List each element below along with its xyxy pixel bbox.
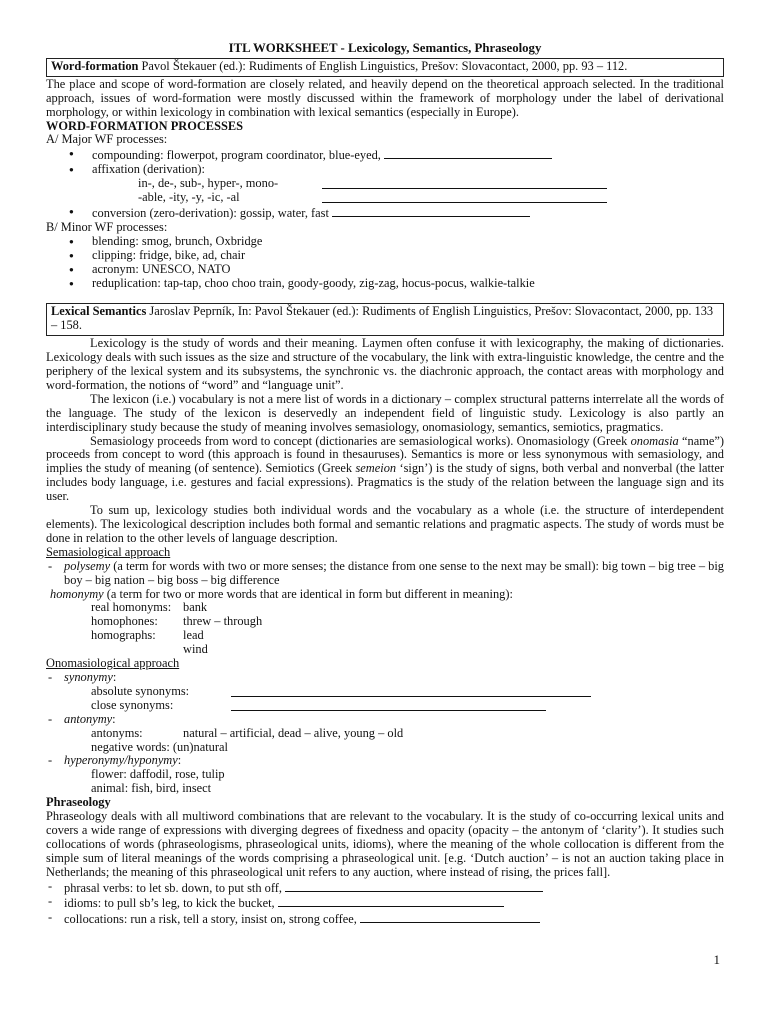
phraseology-item bbox=[46, 880, 724, 896]
phraseology-heading: Phraseology bbox=[46, 795, 111, 810]
conversion-text: conversion (zero-derivation): gossip, water, fast bbox=[92, 205, 329, 220]
list-item bbox=[46, 163, 724, 177]
answer-blank[interactable] bbox=[231, 685, 591, 697]
lexical-semantics-reference-box bbox=[46, 303, 724, 336]
list-item bbox=[46, 205, 724, 221]
homonym-row bbox=[46, 601, 724, 615]
answer-blank[interactable] bbox=[322, 191, 607, 203]
word-formation-heading: WORD-FORMATION PROCESSES bbox=[46, 118, 244, 133]
semasiology-paragraph bbox=[46, 435, 724, 505]
colon: : bbox=[112, 711, 116, 726]
text-segment: ‘sign’) is the study of signs, both verbal and nonverbal (the latter includes body language, i.e. gestures and facial expressions). Pragmatics is the study of the relation between the language sign and its user. bbox=[46, 461, 724, 504]
term-antonymy: antonymy bbox=[64, 711, 113, 726]
box-citation: Pavol Štekauer (ed.): Rudiments of English Linguistics, Prešov: Slovacontact, 2000, pp. 93 – 112. bbox=[138, 58, 628, 73]
word-formation-reference-box bbox=[46, 58, 724, 77]
animal-row: animal: fish, bird, insect bbox=[91, 781, 212, 796]
page-title: ITL WORKSHEET - Lexicology, Semantics, Phraseology bbox=[228, 41, 542, 55]
homonymy-item bbox=[46, 588, 724, 602]
page-number: 1 bbox=[713, 952, 720, 967]
worksheet-page bbox=[46, 42, 724, 927]
list-item: ● acronym: UNESCO, NATO bbox=[46, 263, 724, 277]
hyperonymy-item bbox=[46, 754, 724, 768]
collocations-text: collocations: run a risk, tell a story, insist on, strong coffee, bbox=[64, 912, 357, 927]
summary-paragraph: To sum up, lexicology studies both individual words and the vocabulary as a whole (i.e. the structure of interdependent elements). The lexicological description includes both formal and semantic relations and pragmatic aspects. The study of words must be done in relation to the other levels of language description. bbox=[46, 503, 724, 545]
lexicology-paragraph: Lexicology is the study of words and their meaning. Laymen often confuse it with lexicography, the making of dictionaries. Lexicology deals with such issues as the size and structure of the vocabulary, the link with extra-linguistic knowledge, the centre and the periphery of the lexical system and its subsystems, the synchronic vs. the diachronic approach, the contact areas with morphology and word-formation, the notions of “word” and “language unit”. bbox=[46, 336, 724, 392]
homonym-label bbox=[91, 643, 183, 657]
text-segment: Semasiology proceeds from word to concept (dictionaries are semasiological works). Onomasiology (Greek bbox=[90, 433, 631, 448]
box-citation: Jaroslav Peprník, In: Pavol Štekauer (ed.): Rudiments of English Linguistics, Prešov: Slovacontact, 2000, pp. 133 – 158. bbox=[51, 304, 714, 333]
answer-blank[interactable] bbox=[332, 205, 530, 217]
antonyms-label: antonyms: bbox=[91, 725, 143, 740]
term-semeion: semeion bbox=[355, 461, 397, 476]
affixation-text: affixation (derivation): bbox=[92, 162, 205, 177]
list-item: ● reduplication: tap-tap, choo choo train, goody-goody, zig-zag, hocus-pocus, walkie-talkie bbox=[46, 277, 724, 291]
homonym-label: real homonyms: bbox=[91, 600, 172, 615]
semasiological-heading: Semasiological approach bbox=[46, 544, 171, 559]
homonym-label: homophones: bbox=[91, 614, 158, 629]
absolute-synonyms-row bbox=[46, 685, 724, 699]
spacer bbox=[46, 290, 724, 303]
suffixes-text: -able, -ity, -y, -ic, -al bbox=[138, 190, 240, 205]
term-homonymy: homonymy bbox=[50, 586, 104, 601]
answer-blank[interactable] bbox=[278, 895, 504, 907]
homonym-example: bank bbox=[183, 600, 208, 615]
antonymy-item bbox=[46, 713, 724, 727]
negative-words-row: negative words: (un)natural bbox=[91, 739, 228, 754]
suffixes-row bbox=[46, 191, 724, 205]
term-onomasia: onomasia bbox=[630, 433, 679, 448]
phraseology-item bbox=[46, 895, 724, 911]
idioms-text: idioms: to pull sb’s leg, to kick the bucket, bbox=[64, 896, 275, 911]
term-synonymy: synonymy bbox=[64, 669, 113, 684]
antonyms-row bbox=[46, 727, 724, 741]
list-item: ● clipping: fridge, bike, ad, chair bbox=[46, 249, 724, 263]
flower-row: flower: daffodil, rose, tulip bbox=[91, 767, 225, 782]
term-hyperonymy: hyperonymy/hyponymy bbox=[64, 753, 178, 768]
compounding-text: compounding: flowerpot, program coordinator, blue-eyed, bbox=[92, 148, 381, 163]
homonym-label: homographs: bbox=[91, 628, 156, 643]
close-synonyms-row bbox=[46, 699, 724, 713]
answer-blank[interactable] bbox=[322, 177, 607, 189]
answer-blank[interactable] bbox=[360, 911, 540, 923]
box-lead: Word-formation bbox=[51, 58, 139, 73]
phraseology-item bbox=[46, 911, 724, 927]
prefixes-text: in-, de-, sub-, hyper-, mono- bbox=[138, 176, 279, 191]
box-lead: Lexical Semantics bbox=[51, 304, 147, 319]
homonym-row bbox=[46, 615, 724, 629]
phraseology-paragraph: Phraseology deals with all multiword combinations that are relevant to the vocabulary. It is the study of co-occurring lexical units and covers a wide range of expressions with diverging degrees of fixedness and opacity (opacity – the antonym of ‘clarity’). It studies such collocations of words (phraseologisms, phraseological units, idioms), where the meaning of the whole collocation is different from the simple sum of literal meanings of the words comprising a phraseological unit. [e.g. ‘Dutch auction’ – is not an auction taking place in Netherlands; the meaning of this phraseological unit refers to any auction, where instead of rising, the prices fall]. bbox=[46, 809, 724, 879]
word-formation-intro: The place and scope of word-formation are closely related, and heavily depend on the theoretical approach selected. In the traditional approach, issues of word-formation were mostly discussed within the framework of morphology under the label of derivational morphology, or within lexicology in combination with lexical semantics (especially in Europe). bbox=[46, 76, 724, 119]
answer-blank[interactable] bbox=[231, 699, 546, 711]
colon: : bbox=[112, 669, 117, 684]
minor-processes-heading: B/ Minor WF processes: bbox=[46, 219, 168, 234]
synonymy-item bbox=[46, 671, 724, 685]
polysemy-text: (a term for words with two or more senses; the distance from one sense to the next may be small): big town – big tree – big boy – big nation – big boss – big difference bbox=[64, 558, 724, 587]
major-processes-list bbox=[46, 147, 724, 177]
onomasiological-heading: Onomasiological approach bbox=[46, 656, 180, 671]
term-polysemy: polysemy bbox=[64, 558, 111, 573]
list-item bbox=[46, 147, 724, 163]
major-processes-heading: A/ Major WF processes: bbox=[46, 132, 168, 147]
close-synonyms-label: close synonyms: bbox=[91, 697, 174, 712]
polysemy-item bbox=[46, 560, 724, 588]
antonyms-examples: natural – artificial, dead – alive, young – old bbox=[183, 725, 404, 740]
homonym-row bbox=[46, 643, 724, 657]
answer-blank[interactable] bbox=[285, 880, 543, 892]
homonym-example: lead bbox=[183, 628, 204, 643]
text-segment: “name”) proceeds from concept to word (this approach is found in thesauruses). Semantics is more or less synonymous with semasiology, and implies the study of meaning (of sentence). Semiotics (Greek bbox=[46, 433, 724, 476]
homonym-row bbox=[46, 629, 724, 643]
phrasal-verbs-text: phrasal verbs: to let sb. down, to put sth off, bbox=[64, 880, 282, 895]
conversion-list bbox=[46, 205, 724, 221]
list-item: ● blending: smog, brunch, Oxbridge bbox=[46, 235, 724, 249]
colon: : bbox=[177, 753, 182, 768]
homonym-example: threw – through bbox=[183, 614, 263, 629]
answer-blank[interactable] bbox=[384, 147, 552, 159]
prefixes-row bbox=[46, 177, 724, 191]
lexicon-paragraph: The lexicon (i.e.) vocabulary is not a mere list of words in a dictionary – complex structural patterns interrelate all the words of the language. The study of the lexicon is deservedly an independent field of linguistic study. Lexicology is also partly an interdisciplinary study because the study of meaning involves semasiology, onomasiology, semantics, semiotics, pragmatics. bbox=[46, 391, 724, 434]
homonymy-text: (a term for two or more words that are identical in form but different in meaning): bbox=[103, 586, 513, 601]
homonym-example: wind bbox=[183, 642, 208, 657]
absolute-synonyms-label: absolute synonyms: bbox=[91, 683, 190, 698]
minor-processes-list bbox=[46, 235, 724, 291]
